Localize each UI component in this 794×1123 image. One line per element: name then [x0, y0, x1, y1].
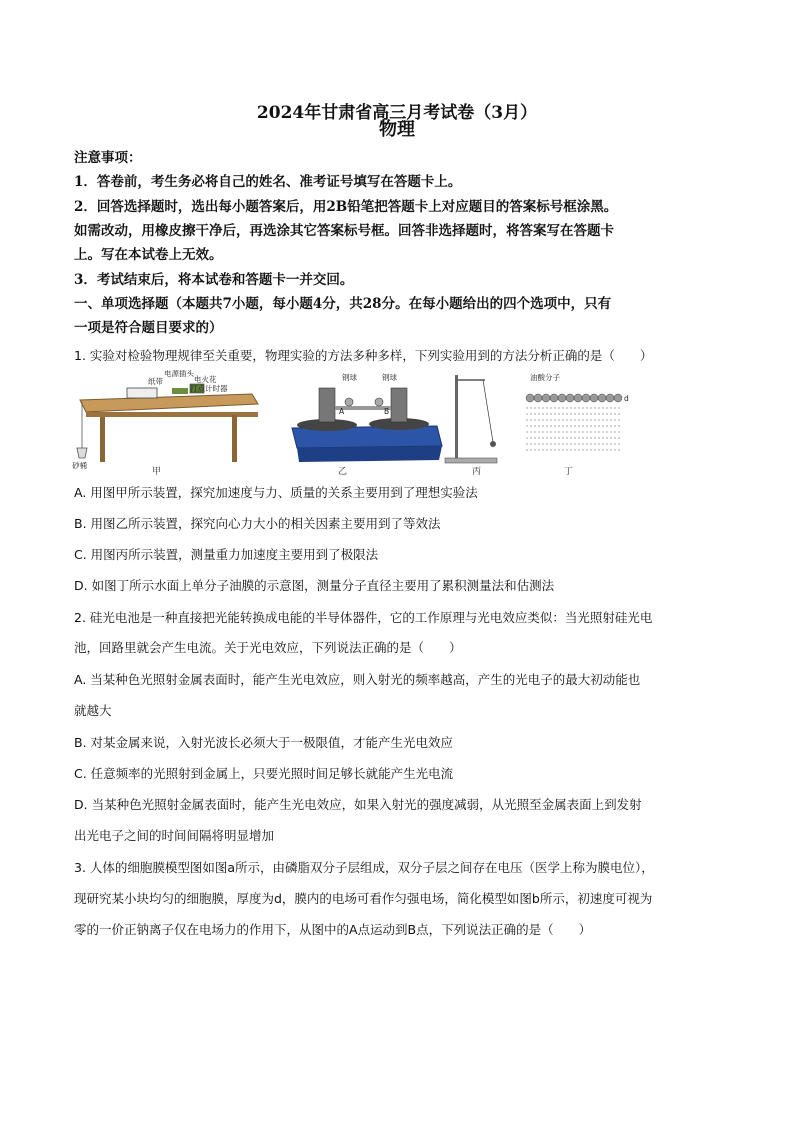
q3-stem-cont2: 零的一价正钠离子仅在电场力的作用下，从图中的A点运动到B点，下列说法正确的是（ ） — [74, 922, 592, 937]
label-B: B — [384, 407, 390, 416]
label-sand: 砂桶 — [72, 461, 87, 470]
label-ball1: 钢球 — [342, 373, 357, 382]
label-ball2: 钢球 — [382, 373, 397, 382]
notice-item: 1．答卷前，考生务必将自己的姓名、准考证号填写在答题卡上。 — [74, 174, 462, 190]
q2-option-a-cont: 就越大 — [74, 703, 112, 718]
notice-item: 上。写在本试卷上无效。 — [74, 247, 223, 263]
notice-item: 3．考试结束后，将本试卷和答题卡一并交回。 — [74, 272, 354, 288]
caption-bing: 丙 — [472, 467, 482, 477]
label-plug: 电源插头 — [164, 370, 194, 378]
figure-ding — [522, 370, 632, 470]
caption-jia: 甲 — [152, 467, 162, 477]
notice-item: 如需改动，用橡皮擦干净后，再选涂其它答案标号框。回答非选择题时，将答案写在答题卡 — [74, 223, 614, 239]
figure-bing — [437, 370, 507, 470]
q2-option-a: A. 当某种色光照射金属表面时，能产生光电效应，则入射光的频率越高，产生的光电子的最大初动能也 — [74, 672, 641, 687]
q2-option-c: C. 任意频率的光照射到金属上，只要光照时间足够长就能产生光电流 — [74, 766, 454, 781]
caption-yi: 乙 — [338, 467, 348, 477]
q1-stem: 1. 实验对检验物理规律至关重要，物理实验的方法多种多样，下列实验用到的方法分析正确的是（ ） — [74, 348, 653, 363]
q2-stem: 2. 硅光电池是一种直接把光能转换成电能的半导体器件，它的工作原理与光电效应类似：当光照射硅光电 — [74, 610, 653, 625]
notice-heading: 注意事项： — [74, 150, 142, 166]
q1-option-c: C. 用图丙所示装置，测量重力加速度主要用到了极限法 — [74, 547, 379, 562]
q2-option-d: D. 当某种色光照射金属表面时，能产生光电效应，如果入射光的强度减弱，从光照至金属表面上到发射 — [74, 797, 642, 812]
q3-stem-cont: 现研究某小块均匀的细胞膜，厚度为d，膜内的电场可看作匀强电场，简化模型如图b所示，初速度可视为 — [74, 891, 653, 906]
label-A: A — [339, 407, 345, 416]
exam-title: 2024年甘肃省高三月考试卷（3月） — [256, 103, 538, 123]
label-timer: 电火花 — [194, 375, 217, 384]
label-tape: 纸带 — [148, 377, 163, 386]
q1-option-a: A. 用图甲所示装置，探究加速度与力、质量的关系主要用到了理想实验法 — [74, 485, 478, 500]
subject-heading: 物理 — [379, 119, 415, 140]
q2-option-b: B. 对某金属来说，入射光波长必须大于一极限值，才能产生光电效应 — [74, 735, 454, 750]
caption-ding: 丁 — [564, 467, 574, 477]
label-molecule: 油酸分子 — [530, 373, 560, 382]
label-d: d — [624, 394, 629, 403]
figure-yi — [287, 370, 447, 470]
section-heading: 一、单项选择题（本题共7小题，每小题4分，共28分。在每小题给出的四个选项中，只有 — [74, 296, 612, 312]
q2-option-d-cont: 出光电子之间的时间间隔将明显增加 — [74, 828, 275, 843]
section-heading-cont: 一项是符合题目要求的） — [74, 320, 223, 336]
q1-figures — [72, 370, 632, 480]
q1-option-d: D. 如图丁所示水面上单分子油膜的示意图，测量分子直径主要用了累积测量法和估测法 — [74, 578, 555, 593]
q3-stem: 3. 人体的细胞膜模型图如图a所示，由磷脂双分子层组成，双分子层之间存在电压（医学上称为膜电位）， — [74, 860, 654, 875]
label-timer2: 打点计时器 — [190, 384, 228, 393]
figure-jia — [72, 370, 262, 470]
q2-stem-cont: 池，回路里就会产生电流。关于光电效应，下列说法正确的是（ ） — [74, 640, 462, 655]
notice-item: 2．回答选择题时，选出每小题答案后，用2B铅笔把答题卡上对应题目的答案标号框涂黑。 — [74, 199, 618, 215]
q1-option-b: B. 用图乙所示装置，探究向心力大小的相关因素主要用到了等效法 — [74, 516, 441, 531]
